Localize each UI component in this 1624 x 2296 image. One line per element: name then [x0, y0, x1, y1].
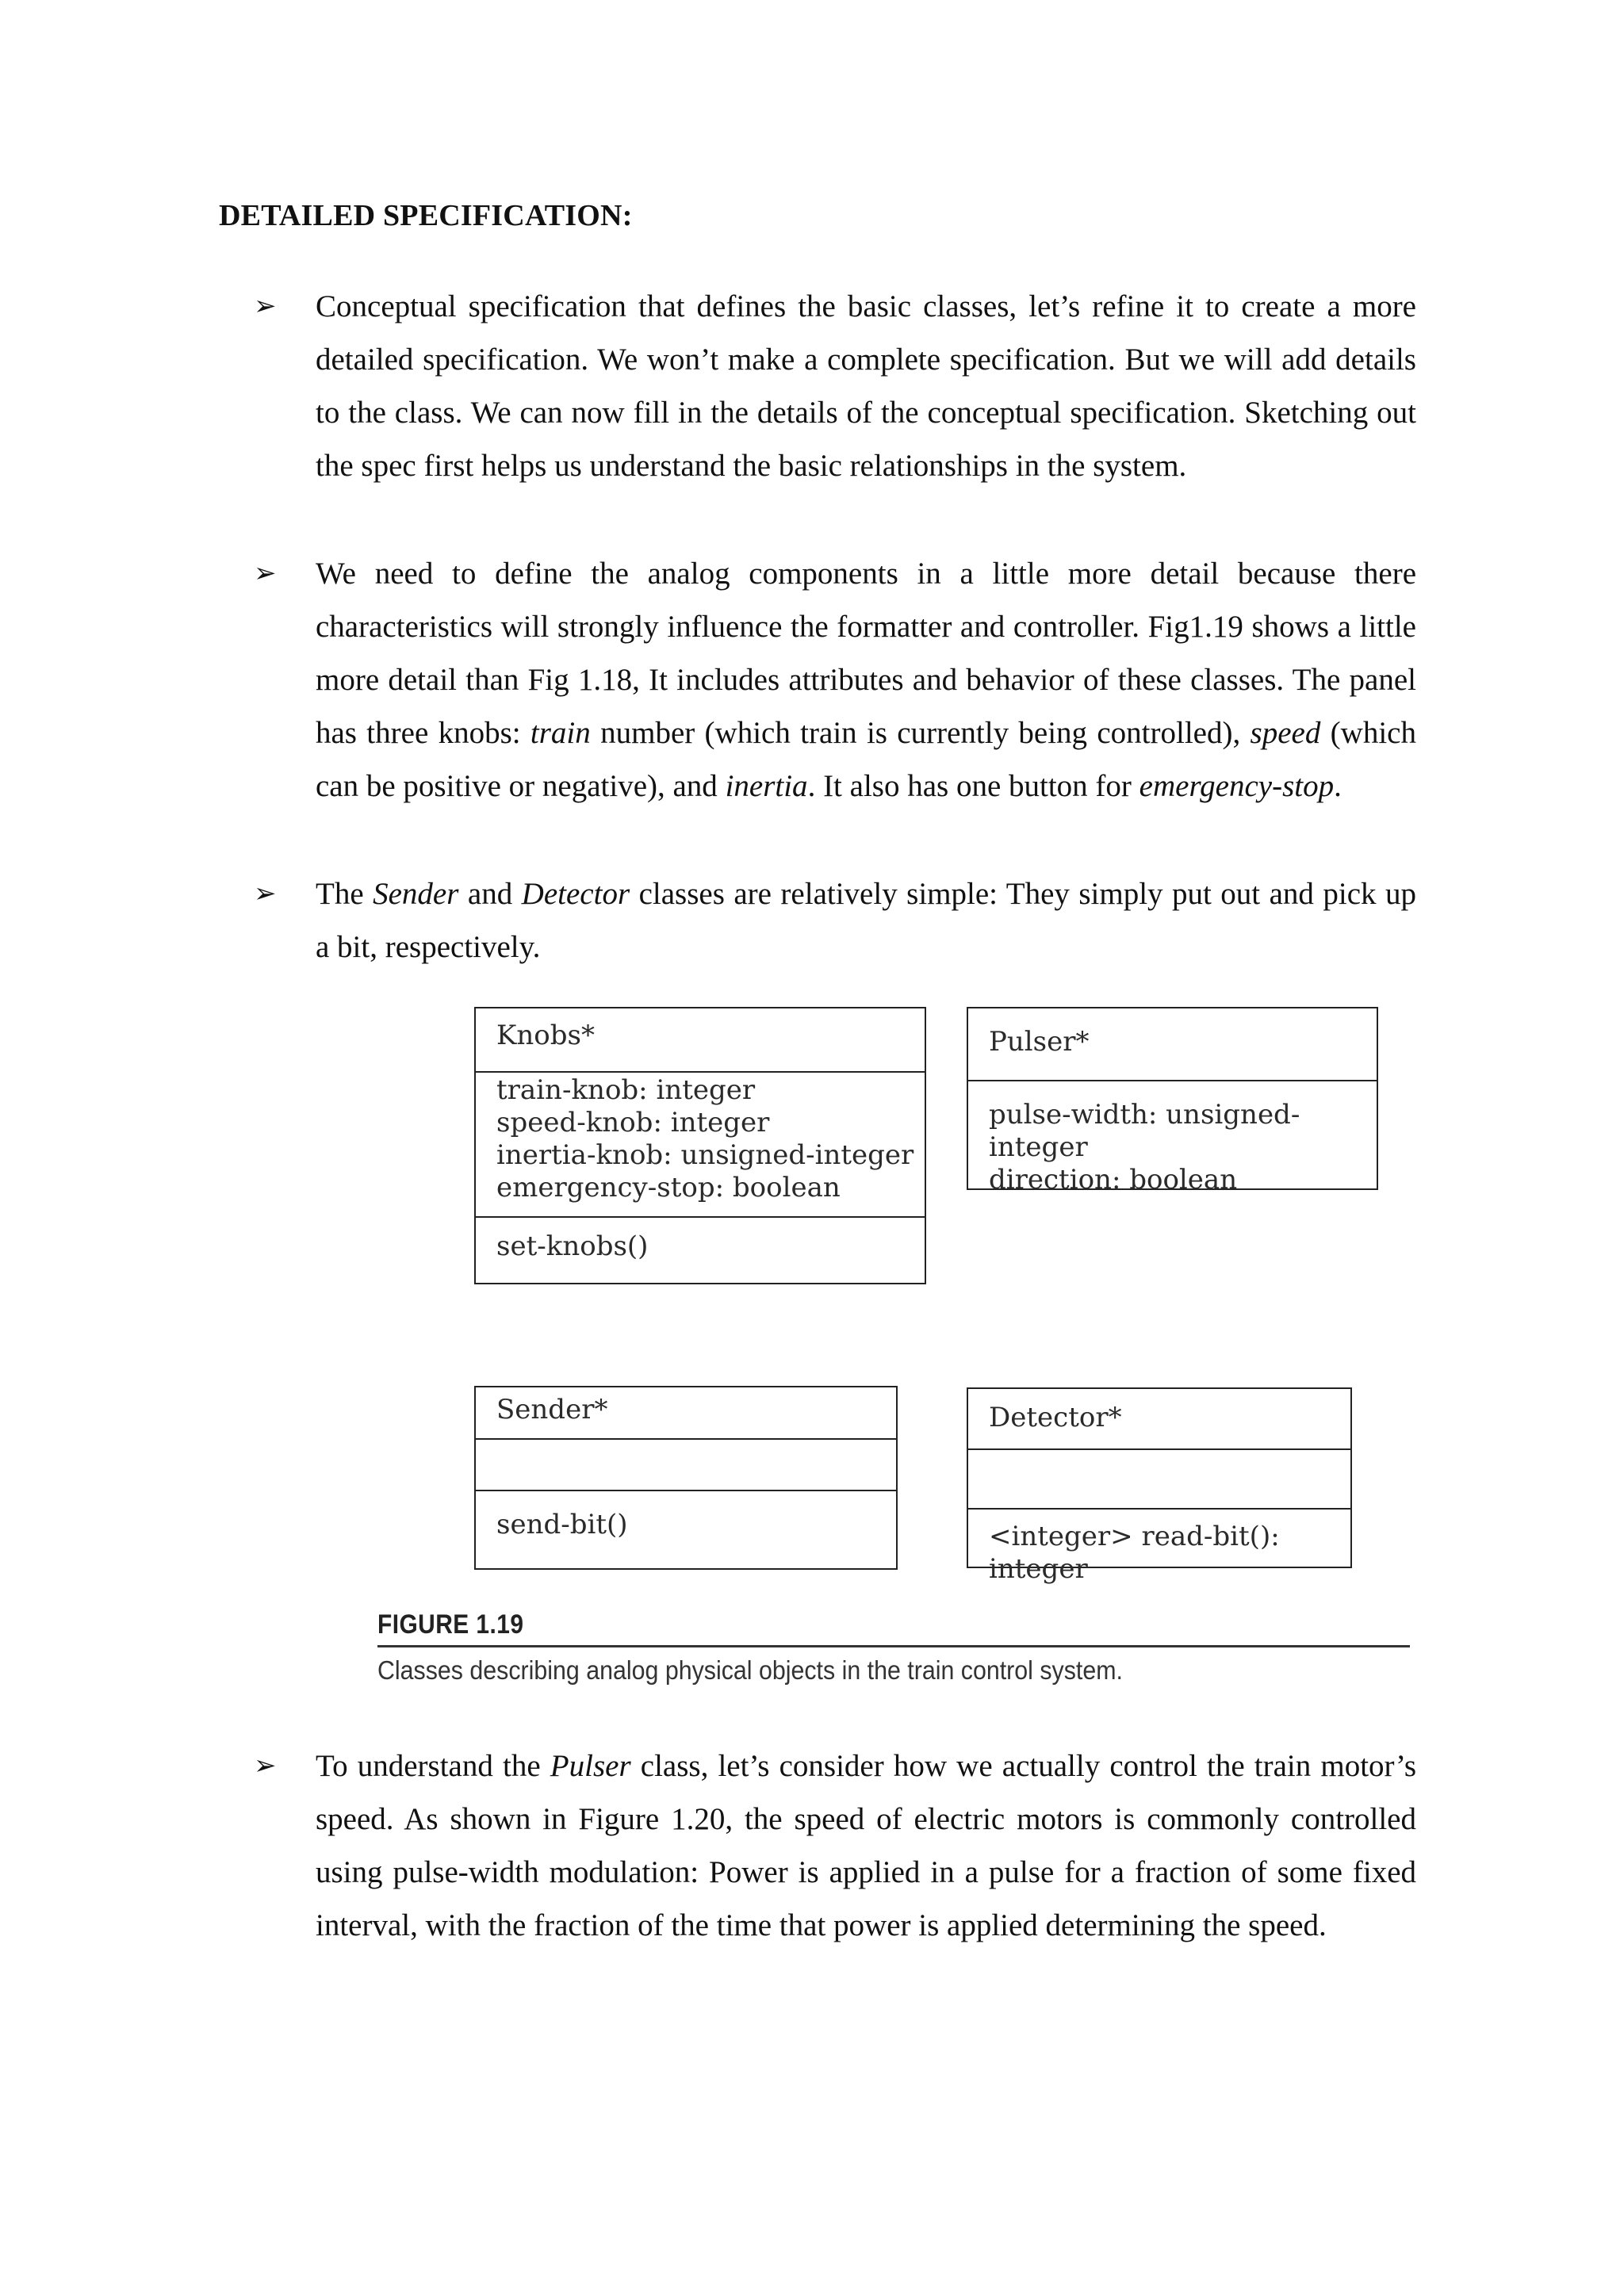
bullet-text: Conceptual specification that defines the basic classes, let’s refine it to create a more detailed specification. We won’t make a complete specification. But we will add details to the class. We can now fill in the details of the conceptual specification. Sketching out the spec first helps us understand the basic relationships in the system. — [316, 289, 1416, 483]
uml-methods — [968, 1510, 1350, 1585]
arrowhead-bullet-icon: ➢ — [254, 557, 277, 589]
uml-class-name — [476, 1008, 925, 1073]
uml-class-knobs — [474, 1007, 926, 1284]
uml-attributes — [968, 1081, 1377, 1196]
arrowhead-bullet-icon: ➢ — [254, 290, 277, 322]
uml-class-detector — [967, 1387, 1352, 1585]
class-name-text: Detector* — [989, 1402, 1122, 1433]
attribute-text: speed-knob: integer — [496, 1107, 770, 1138]
attribute-text: inertia-knob: unsigned-integer — [496, 1139, 914, 1171]
bullet-paragraph — [316, 1739, 1416, 1952]
bullet-paragraph — [316, 867, 1416, 974]
uml-class-name — [968, 1008, 1377, 1081]
arrowhead-bullet-icon: ➢ — [254, 1750, 277, 1781]
bullet-text: number (which train is currently being controlled), — [590, 716, 1251, 750]
uml-class-name — [968, 1389, 1350, 1450]
section-heading: DETAILED SPECIFICATION: — [219, 199, 633, 232]
bullet-text: class, let’s consider how we actually control the train motor’s speed. As shown in Figure 1.20, the speed of electric motors is commonly controlled using pulse-width modulation: Power is applied in a pulse for a fraction of some fixed interval, with the fraction of the time that power is applied determining the speed. — [316, 1749, 1416, 1942]
attribute-text: emergency-stop: boolean — [496, 1172, 841, 1203]
bullet-text: . It also has one button for — [807, 769, 1139, 803]
uml-class-sender — [474, 1386, 898, 1570]
uml-class-pulser — [967, 1007, 1378, 1196]
bullet-text: and — [458, 877, 522, 911]
class-name-text: Pulser* — [989, 1026, 1090, 1058]
italic-term: emergency-stop — [1139, 769, 1335, 803]
attribute-text: train-knob: integer — [496, 1074, 756, 1106]
uml-methods — [476, 1491, 896, 1567]
italic-term: inertia — [725, 769, 808, 803]
bullet-text: . — [1334, 769, 1342, 803]
figure-title: FIGURE 1.19 — [377, 1609, 524, 1640]
bullet-paragraph — [316, 280, 1416, 492]
class-name-text: Knobs* — [496, 1020, 595, 1051]
class-name-text: Sender* — [496, 1394, 608, 1425]
bullet-text: (which can be positive or negative), and — [316, 716, 1416, 803]
method-text: set-knobs() — [496, 1230, 649, 1262]
italic-term: train — [530, 716, 591, 750]
arrowhead-bullet-icon: ➢ — [254, 878, 277, 909]
uml-attributes-empty — [968, 1450, 1350, 1510]
method-text: send-bit() — [496, 1509, 628, 1540]
figure-divider — [377, 1645, 1410, 1647]
italic-term: Sender — [373, 877, 459, 911]
bullet-text: The — [316, 877, 373, 911]
italic-term: Detector — [521, 877, 630, 911]
italic-term: Pulser — [550, 1749, 631, 1783]
attribute-text: direction: boolean — [989, 1164, 1238, 1196]
figure-caption: Classes describing analog physical objects in the train control system. — [377, 1655, 1123, 1685]
bullet-text: We need to define the analog components in a little more detail because there characteristics will strongly influence the formatter and controller. Fig1.19 shows a little more detail than Fig 1.18, It includes attributes and behavior of these classes. The panel has three knobs: — [316, 557, 1416, 750]
uml-attributes — [476, 1073, 925, 1218]
italic-term: speed — [1250, 716, 1321, 750]
uml-class-name — [476, 1387, 896, 1440]
bullet-text: To understand the — [316, 1749, 550, 1783]
uml-methods — [476, 1218, 925, 1282]
attribute-text: pulse-width: unsigned-integer — [989, 1099, 1300, 1163]
bullet-text: classes are relatively simple: They simply put out and pick up a bit, respectively. — [316, 877, 1417, 964]
method-text: <integer> read-bit(): integer — [989, 1521, 1280, 1585]
bullet-paragraph — [316, 547, 1416, 813]
uml-attributes-empty — [476, 1440, 896, 1491]
